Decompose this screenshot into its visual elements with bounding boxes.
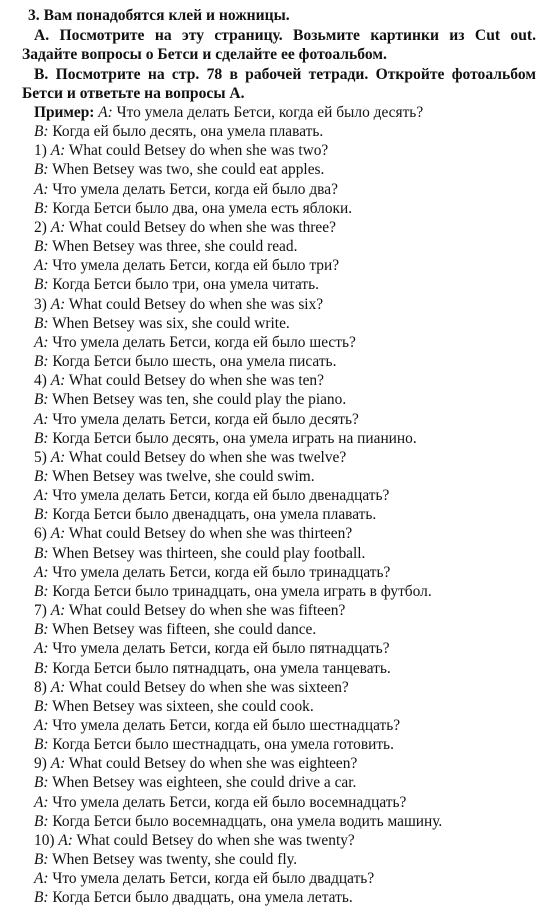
item-number: 1) <box>34 142 47 160</box>
dialogue-line <box>34 295 536 314</box>
line-text: Что умела делать Бетси, когда ей было три? <box>52 257 340 275</box>
speaker: A: <box>34 563 49 581</box>
speaker: A: <box>50 525 66 543</box>
line-text: When Betsey was two, she could eat apples. <box>52 161 325 179</box>
line-text: Когда Бетси было тринадцать, она умела играть в футбол. <box>52 582 432 600</box>
speaker: B: <box>34 429 49 447</box>
example-line <box>34 103 536 122</box>
task-a-text: A. Посмотрите на эту страницу. Возьмите картинки из Cut out. Задайте вопросы о Бетси и сделайте ее фотоальбом. <box>22 27 536 64</box>
speaker: B: <box>34 544 49 562</box>
item-number: 10) <box>34 831 55 849</box>
line-text: Что умела делать Бетси, когда ей было шесть? <box>52 333 356 351</box>
dialogue-line <box>34 563 536 582</box>
speaker: B: <box>34 314 49 332</box>
dialogue-line <box>34 410 536 429</box>
dialogue-line <box>34 314 536 333</box>
line-text: What could Betsey do when she was ten? <box>68 372 324 390</box>
dialogue-line <box>34 218 536 237</box>
line-text: Когда Бетси было двадцать, она умела летать. <box>52 889 353 907</box>
line-text: What could Betsey do when she was three? <box>68 218 336 236</box>
line-text: Когда Бетси было двенадцать, она умела плавать. <box>52 506 377 524</box>
task-a <box>22 26 536 64</box>
line-text: When Betsey was fifteen, she could dance. <box>52 621 317 639</box>
dialogue-line <box>34 371 536 390</box>
speaker: B: <box>34 851 49 869</box>
line-text: When Betsey was sixteen, she could cook. <box>52 697 314 715</box>
dialogue-line <box>34 735 536 754</box>
item-number: 5) <box>34 448 47 466</box>
speaker: B: <box>34 238 49 256</box>
speaker: B: <box>34 353 49 371</box>
line-text: Что умела делать Бетси, когда ей было десять? <box>116 104 424 122</box>
dialogue-line <box>34 888 536 907</box>
dialogue-line <box>34 524 536 543</box>
speaker: A: <box>34 410 49 428</box>
dialogue-line <box>34 199 536 218</box>
speaker: A: <box>58 831 73 849</box>
item-number: 2) <box>34 218 47 236</box>
item-number: 6) <box>34 525 47 543</box>
speaker: A: <box>34 487 49 505</box>
line-text: What could Betsey do when she was fifteen? <box>68 602 346 620</box>
line-text: Когда Бетси было три, она умела читать. <box>52 276 320 294</box>
dialogue-line <box>34 620 536 639</box>
speaker: B: <box>34 889 49 907</box>
dialogue-line <box>34 352 536 371</box>
speaker: B: <box>34 659 49 677</box>
dialogue-line <box>34 429 536 448</box>
line-text: What could Betsey do when she was sixteen? <box>68 678 349 696</box>
speaker: A: <box>50 372 66 390</box>
speaker: A: <box>50 448 66 466</box>
line-text: Когда Бетси было восемнадцать, она умела водить машину. <box>52 812 443 830</box>
line-text: Что умела делать Бетси, когда ей было шестнадцать? <box>52 717 401 735</box>
dialogue-line <box>34 256 536 275</box>
line-text: When Betsey was ten, she could play the piano. <box>52 391 347 409</box>
line-text: Что умела делать Бетси, когда ей было пятнадцать? <box>52 640 390 658</box>
line-text: What could Betsey do when she was eighteen? <box>68 755 358 773</box>
speaker: A: <box>34 333 49 351</box>
speaker: A: <box>34 870 49 888</box>
speaker: A: <box>50 755 66 773</box>
dialogue-line <box>34 850 536 869</box>
line-text: What could Betsey do when she was twelve? <box>68 448 347 466</box>
item-number: 3) <box>34 295 47 313</box>
speaker: B: <box>34 812 49 830</box>
speaker: B: <box>34 467 49 485</box>
example-label: Пример: <box>34 104 95 122</box>
line-text: Что умела делать Бетси, когда ей было тринадцать? <box>52 563 391 581</box>
speaker: A: <box>34 793 49 811</box>
dialogue-line <box>34 582 536 601</box>
dialogue-line <box>34 544 536 563</box>
speaker: A: <box>50 602 66 620</box>
speaker: A: <box>50 142 66 160</box>
dialogue-line <box>34 467 536 486</box>
speaker: B: <box>34 199 49 217</box>
line-text: When Betsey was six, she could write. <box>52 314 290 332</box>
example-line <box>34 122 536 141</box>
line-text: Что умела делать Бетси, когда ей было двенадцать? <box>52 487 390 505</box>
dialogue-line <box>34 390 536 409</box>
speaker: B: <box>34 391 49 409</box>
line-text: Что умела делать Бетси, когда ей было два? <box>52 180 338 198</box>
line-text: Когда Бетси было десять, она умела играть на пианино. <box>52 429 417 447</box>
item-number: 4) <box>34 372 47 390</box>
line-text: What could Betsey do when she was six? <box>68 295 324 313</box>
speaker: B: <box>34 697 49 715</box>
dialogue-line <box>34 793 536 812</box>
dialogue-line <box>34 659 536 678</box>
speaker: A: <box>50 218 66 236</box>
dialogue-line <box>34 812 536 831</box>
dialogue-line <box>34 505 536 524</box>
line-text: Что умела делать Бетси, когда ей было восемнадцать? <box>52 793 407 811</box>
dialogue-line <box>34 754 536 773</box>
speaker: B: <box>34 621 49 639</box>
line-text: Когда ей было десять, она умела плавать. <box>52 123 324 141</box>
dialogue-line <box>34 716 536 735</box>
speaker: B: <box>34 736 49 754</box>
line-text: When Betsey was twelve, she could swim. <box>52 467 315 485</box>
line-text: Что умела делать Бетси, когда ей было двадцать? <box>52 870 375 888</box>
dialogue-line <box>34 601 536 620</box>
item-number: 9) <box>34 755 47 773</box>
line-text: When Betsey was eighteen, she could drive a car. <box>52 774 357 792</box>
dialogue-line <box>34 141 536 160</box>
task-b-text: B. Посмотрите на стр. 78 в рабочей тетради. Откройте фотоальбом Бетси и ответьте на вопросы A. <box>22 65 536 102</box>
dialogue-line <box>34 333 536 352</box>
line-text: When Betsey was twenty, she could fly. <box>52 851 298 869</box>
speaker: A: <box>98 104 113 122</box>
line-text: Когда Бетси было два, она умела есть яблоки. <box>52 199 353 217</box>
speaker: B: <box>34 161 49 179</box>
speaker: A: <box>34 717 49 735</box>
line-text: Когда Бетси было пятнадцать, она умела танцевать. <box>52 659 391 677</box>
line-text: When Betsey was three, she could read. <box>52 238 298 256</box>
dialogue-line <box>34 237 536 256</box>
line-text: What could Betsey do when she was thirteen? <box>68 525 353 543</box>
speaker: B: <box>34 276 49 294</box>
line-text: What could Betsey do when she was twenty? <box>76 831 355 849</box>
dialogue-line <box>34 773 536 792</box>
dialogue-line <box>34 160 536 179</box>
speaker: A: <box>34 257 49 275</box>
dialogue-line <box>34 639 536 658</box>
dialogue-line <box>34 275 536 294</box>
dialogue-line <box>34 486 536 505</box>
speaker: A: <box>50 295 66 313</box>
dialogue-line <box>34 448 536 467</box>
line-text: What could Betsey do when she was two? <box>68 142 329 160</box>
item-number: 8) <box>34 678 47 696</box>
dialogue <box>22 103 536 908</box>
task-b <box>22 65 536 103</box>
speaker: B: <box>34 582 49 600</box>
line-text: Когда Бетси было шестнадцать, она умела готовить. <box>52 736 394 754</box>
item-number: 7) <box>34 602 47 620</box>
dialogue-line <box>34 678 536 697</box>
speaker: A: <box>34 180 49 198</box>
dialogue-line <box>34 831 536 850</box>
section-title: 3. Вам понадобятся клей и ножницы. <box>28 7 290 24</box>
dialogue-line <box>34 697 536 716</box>
line-text: Когда Бетси было шесть, она умела писать. <box>52 353 337 371</box>
line-text: When Betsey was thirteen, she could play football. <box>52 544 366 562</box>
speaker: B: <box>34 123 49 141</box>
dialogue-line <box>34 869 536 888</box>
speaker: A: <box>34 640 49 658</box>
speaker: B: <box>34 506 49 524</box>
speaker: A: <box>50 678 66 696</box>
dialogue-line <box>34 180 536 199</box>
line-text: Что умела делать Бетси, когда ей было десять? <box>52 410 359 428</box>
speaker: B: <box>34 774 49 792</box>
